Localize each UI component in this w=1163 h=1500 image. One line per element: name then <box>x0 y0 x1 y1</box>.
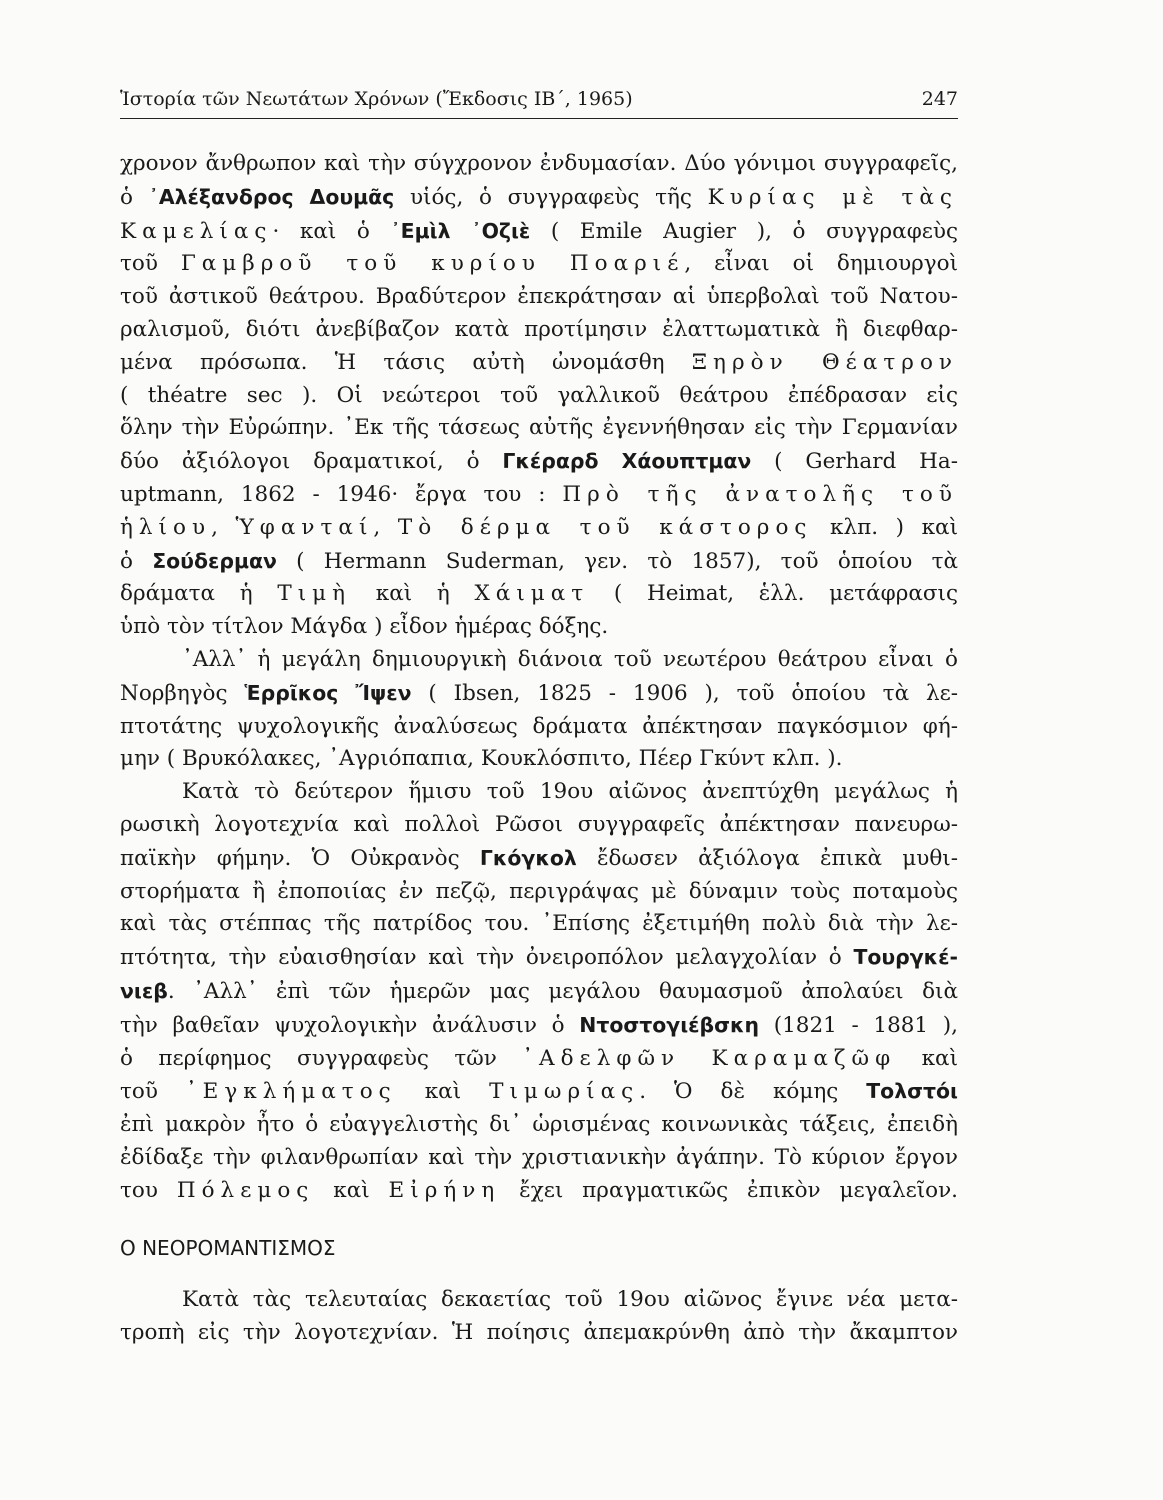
text-run: τοῦ <box>120 251 181 277</box>
text-line <box>120 711 958 744</box>
bold-name: Σούδερμαν <box>152 548 277 573</box>
text-line <box>120 445 958 479</box>
text-run: ἐδίδαξε τὴν φιλανθρωπίαν καὶ τὴν χριστιανικὴν ἀγάπην. Τὸ κύριον ἔργον <box>120 1144 958 1170</box>
spaced-title: ᾿Εγκλήματος <box>185 1079 397 1105</box>
text-run: ραλισμοῦ, διότι ἀνεβίβαζον κατὰ προτίμησιν ἐλαττωματικὰ ἢ διεφθαρ- <box>120 316 958 342</box>
text-line <box>120 248 958 281</box>
bold-name: ᾿Αλέξανδρος Δουμᾶς <box>148 184 395 209</box>
text-run: χρονον ἄνθρωπον καὶ τὴν σύγχρονον ἐνδυμασίαν. Δύο γόνιμοι συγγραφεῖς, <box>120 151 958 176</box>
text-run: καὶ <box>896 1045 958 1071</box>
text-run: . Ὁ δὲ κόμης <box>639 1079 867 1105</box>
text-run: στορήματα ἢ ἐποποιίας ἐν πεζῷ, περιγράψας μὲ δύναμιν τοὺς ποταμοὺς <box>120 878 958 904</box>
text-run: του <box>120 1177 177 1203</box>
bold-name: Ἑρρῖκος Ἴψεν <box>244 680 412 705</box>
text-line <box>120 908 958 941</box>
text-run: υἱός, ὁ συγγραφεὺς τῆς <box>394 184 708 210</box>
bold-name: Τολστόι <box>866 1079 958 1104</box>
text-run: . ᾿Αλλ᾿ ἐπὶ τῶν ἡμερῶν μας μεγάλου θαυμασμοῦ ἀπολαύει διὰ <box>167 978 958 1004</box>
text-line <box>120 1175 958 1208</box>
text-line <box>120 1075 958 1109</box>
text-line <box>120 281 958 314</box>
spaced-title: ᾿Αδελφῶν Καραμαζῶφ <box>522 1045 897 1071</box>
text-run: δράματα ἡ <box>120 581 278 607</box>
spaced-title: Ξηρὸν Θέατρον <box>691 349 958 375</box>
text-line <box>120 611 958 644</box>
text-run: ὅλην τὴν Εὐρώπην. ᾿Εκ τῆς τάσεως αὐτῆς ἐγεννήθησαν εἰς τὴν Γερμανίαν <box>120 415 958 441</box>
text-run: ρωσικὴ λογοτεχνία καὶ πολλοὶ Ρῶσοι συγγραφεῖς ἀπέκτησαν πανευρω- <box>120 811 958 837</box>
text-run: , <box>373 514 398 540</box>
text-run: ὑπὸ τὸν τίτλον Μάγδα ) εἶδον ἡμέρας δόξης. <box>120 614 609 640</box>
text-line <box>120 545 958 579</box>
text-line <box>120 644 958 677</box>
text-line <box>120 1043 958 1076</box>
page-number: 247 <box>921 88 958 110</box>
text-run: , εἶναι οἱ δημιουργοὶ <box>684 251 959 277</box>
running-title: Ἱστορία τῶν Νεωτάτων Χρόνων (Ἔκδοσις ΙΒ΄, 1965) <box>120 88 633 110</box>
text-line <box>120 578 958 611</box>
text-run: καὶ <box>396 1079 490 1105</box>
text-run: πτότητα, τὴν εὐαισθησίαν καὶ τὴν ὀνειροπόλον μελαγχολίαν ὁ <box>120 945 854 971</box>
text-line <box>120 215 958 249</box>
text-line <box>120 479 958 512</box>
text-run: ἔχει πραγματικῶς ἐπικὸν μεγαλεῖον. <box>500 1177 958 1203</box>
text-line <box>120 181 958 215</box>
text-run: ὁ περίφημος συγγραφεὺς τῶν <box>120 1045 523 1071</box>
text-line <box>120 412 958 445</box>
text-line <box>120 1317 958 1350</box>
text-run: καὶ ἡ <box>351 581 475 607</box>
running-header <box>120 88 958 119</box>
text-line <box>120 776 958 809</box>
text-line <box>120 941 958 975</box>
text-line <box>120 347 958 380</box>
text-line <box>120 314 958 347</box>
text-run: , <box>211 514 236 540</box>
text-run: ὁ <box>120 548 153 574</box>
spaced-title: Γαμβροῦ τοῦ κυρίου Ποαριέ <box>180 251 685 277</box>
text-line <box>120 380 958 413</box>
spaced-title: ἡλίου <box>120 514 212 540</box>
text-run: τὴν βαθεῖαν ψυχολογικὴν ἀνάλυσιν ὁ <box>120 1012 580 1038</box>
text-run: ( Ibsen, 1825 - 1906 ), τοῦ ὁποίου τὰ λε- <box>411 680 958 706</box>
text-run: καὶ <box>314 1177 389 1203</box>
spaced-title: Πρὸ τῆς ἀνατολῆς τοῦ <box>562 481 958 507</box>
text-run: ( Hermann Suderman, γεν. τὸ 1857), τοῦ ὁποίου τὰ <box>276 548 958 574</box>
text-run: κλπ. ) καὶ <box>812 514 959 540</box>
text-run: πτοτάτης ψυχολογικῆς ἀναλύσεως δράματα ἀπέκτησαν παγκόσμιον φή- <box>120 713 958 739</box>
text-run: μην ( Βρυκόλακες, ᾿Αγριόπαπια, Κουκλόσπιτο, Πέερ Γκύντ κλπ. ). <box>120 746 843 772</box>
text-run: ἔδωσεν ἀξιόλογα ἐπικὰ μυθι- <box>576 845 958 871</box>
spaced-title: Χάιματ <box>474 581 590 607</box>
text-line <box>120 677 958 711</box>
text-run: ᾿Αλλ᾿ ἡ μεγάλη δημιουργικὴ διάνοια τοῦ νεωτέρου θεάτρου εἶναι ὁ <box>182 646 958 672</box>
text-line <box>120 1142 958 1175</box>
text-line <box>120 876 958 909</box>
text-run: ἐπὶ μακρὸν ἦτο ὁ εὐαγγελιστὴς δι᾿ ὡρισμένας κοινωνικὰς τάξεις, ἐπειδὴ <box>120 1112 958 1138</box>
spaced-title: Εἰρήνη <box>388 1177 501 1203</box>
text-line <box>120 809 958 842</box>
spaced-title: Κυρίας μὲ τὰς <box>707 184 958 210</box>
bold-name: Γκέραρδ Χάουπτμαν <box>502 449 752 474</box>
section-paragraph <box>120 1284 958 1350</box>
text-run: ὁ <box>120 184 149 210</box>
text-line <box>120 512 958 545</box>
bold-name: Γκόγκολ <box>479 845 577 870</box>
text-line <box>120 148 958 181</box>
text-run: ( théatre sec ). Οἱ νεώτεροι τοῦ γαλλικοῦ θεάτρου ἐπέδρασαν εἰς <box>120 382 958 408</box>
bold-name: Ντοστογιέβσκη <box>579 1012 760 1037</box>
text-run: παϊκὴν φήμην. Ὁ Οὐκρανὸς <box>120 845 480 871</box>
text-run: δύο ἀξιόλογοι δραματικοί, ὁ <box>120 449 503 475</box>
spaced-title: Τὸ δέρμα τοῦ κάστορος <box>397 514 813 540</box>
text-line <box>120 975 958 1009</box>
text-run: μένα πρόσωπα. Ἡ τάσις αὐτὴ ὠνομάσθη <box>120 349 692 375</box>
section-heading: Ο ΝΕΟΡΟΜΑΝΤΙΣΜΟΣ <box>120 1235 336 1260</box>
text-run: Νορβηγὸς <box>120 680 245 706</box>
text-run: τοῦ <box>120 1079 186 1105</box>
text-run: Κατὰ τὸ δεύτερον ἥμισυ τοῦ 19ου αἰῶνος ἀνεπτύχθη μεγάλως ἡ <box>182 779 958 805</box>
spaced-title: Πόλεμος <box>176 1177 315 1203</box>
text-run: τροπὴ εἰς τὴν λογοτεχνίαν. Ἡ ποίησις ἀπεμακρύνθη ἀπὸ τὴν ἄκαμπτον <box>120 1320 958 1346</box>
body-text <box>120 148 958 1350</box>
bold-name: νιεβ <box>120 978 168 1003</box>
text-run: Κατὰ τὰς τελευταίας δεκαετίας τοῦ 19ου αἰῶνος ἔγινε νέα μετα- <box>182 1287 958 1313</box>
text-run: · καὶ ὁ <box>272 218 391 244</box>
bold-name: ᾿Εμὶλ ᾿Οζιὲ <box>390 218 531 243</box>
text-line <box>120 1284 958 1317</box>
text-run: τοῦ ἀστικοῦ θεάτρου. Βραδύτερον ἐπεκράτησαν αἱ ὑπερβολαὶ τοῦ Νατου- <box>120 284 958 310</box>
text-line <box>120 1009 958 1043</box>
main-paragraphs <box>120 148 958 1208</box>
text-run: ( Heimat, ἑλλ. μετάφρασις <box>589 581 958 607</box>
text-line <box>120 1109 958 1142</box>
text-run: ( Gerhard Ha- <box>751 449 958 475</box>
spaced-title: Τιμὴ <box>277 581 352 607</box>
bold-name: Τουργκέ- <box>853 945 958 970</box>
text-run: (1821 - 1881 ), <box>759 1012 958 1038</box>
text-run: ( Emile Augier ), ὁ συγγραφεὺς <box>530 218 958 244</box>
spaced-title: Τιμωρίας <box>489 1079 640 1105</box>
text-run: uptmann, 1862 - 1946· ἔργα του : <box>120 481 563 507</box>
text-line <box>120 842 958 876</box>
text-line <box>120 743 958 776</box>
text-run: καὶ τὰς στέππας τῆς πατρίδος του. ᾿Επίσης ἐξετιμήθη πολὺ διὰ τὴν λε- <box>120 911 958 937</box>
spaced-title: Καμελίας <box>120 218 273 244</box>
spaced-title: Ὑφανταί <box>235 514 374 540</box>
